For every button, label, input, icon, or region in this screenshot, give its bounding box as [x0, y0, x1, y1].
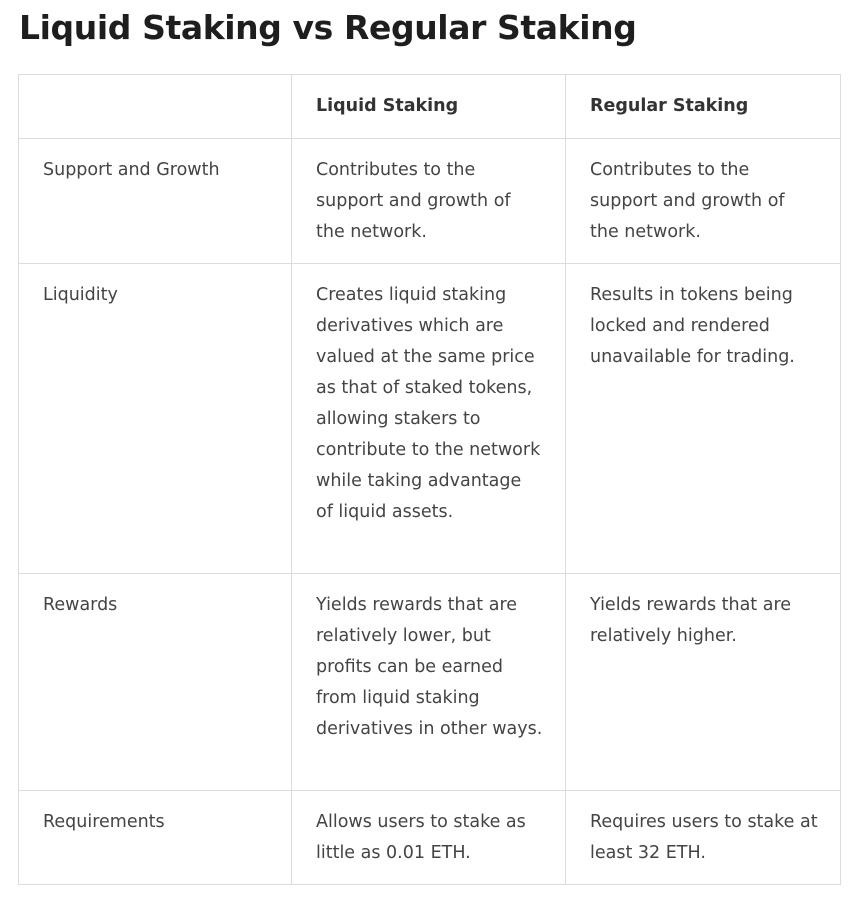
row-label: Rewards [19, 574, 292, 791]
table-row [19, 574, 841, 791]
table-header-row [19, 75, 841, 139]
table-row [19, 791, 841, 885]
liquid-staking-cell: Yields rewards that are relatively lower, but profits can be earned from liquid staking derivatives in other ways. [292, 574, 566, 791]
regular-staking-cell: Yields rewards that are relatively higher. [566, 574, 841, 791]
row-label: Support and Growth [19, 139, 292, 264]
page-title: Liquid Staking vs Regular Staking [19, 8, 637, 47]
liquid-staking-cell: Creates liquid staking derivatives which are valued at the same price as that of staked tokens, allowing stakers to contribute to the network while taking advantage of liquid assets. [292, 264, 566, 574]
liquid-staking-cell: Contributes to the support and growth of the network. [292, 139, 566, 264]
table-row [19, 264, 841, 574]
row-label: Liquidity [19, 264, 292, 574]
comparison-table [18, 74, 841, 885]
header-cell-liquid-staking: Liquid Staking [292, 75, 566, 139]
row-label: Requirements [19, 791, 292, 885]
header-cell-empty [19, 75, 292, 139]
regular-staking-cell: Results in tokens being locked and rendered unavailable for trading. [566, 264, 841, 574]
header-cell-regular-staking: Regular Staking [566, 75, 841, 139]
liquid-staking-cell: Allows users to stake as little as 0.01 ETH. [292, 791, 566, 885]
regular-staking-cell: Contributes to the support and growth of the network. [566, 139, 841, 264]
table-row [19, 139, 841, 264]
regular-staking-cell: Requires users to stake at least 32 ETH. [566, 791, 841, 885]
